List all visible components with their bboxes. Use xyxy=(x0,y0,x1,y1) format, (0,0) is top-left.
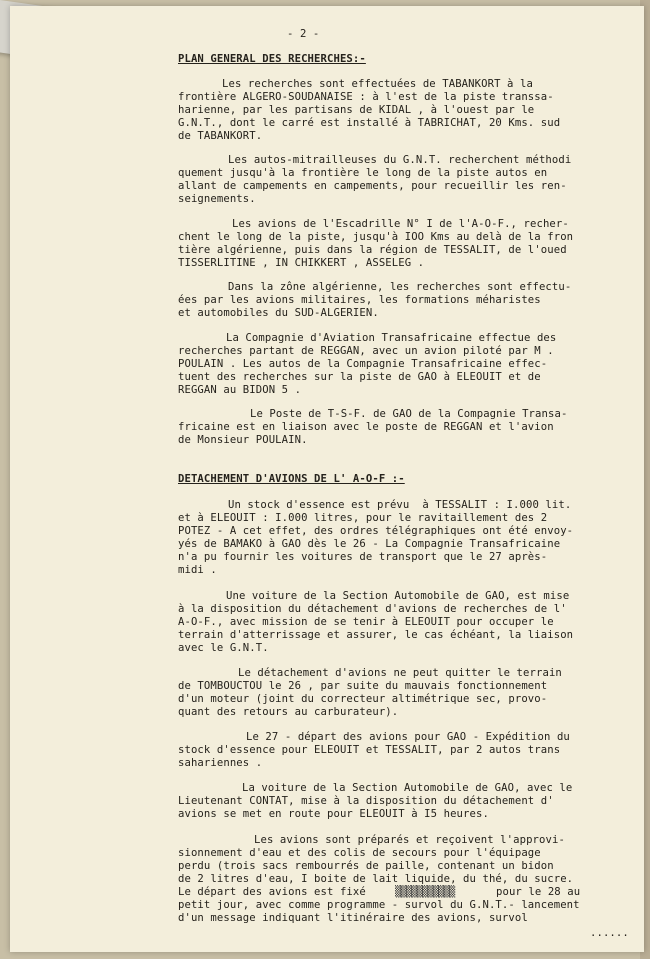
text-line: Dans la zône algérienne, les recherches sont effectu- xyxy=(228,281,572,293)
text-line: La voiture de la Section Automobile de GAO, avec le xyxy=(242,782,573,794)
text-line: et automobiles du SUD-ALGERIEN. xyxy=(178,307,379,319)
text-line: tuent des recherches sur la piste de GAO à ELEOUIT et de xyxy=(178,371,541,383)
text-line: pour le 28 au xyxy=(496,886,581,898)
text-line: recherches partant de REGGAN, avec un avion piloté par M . xyxy=(178,345,554,357)
text-line: REGGAN au BIDON 5 . xyxy=(178,384,302,396)
text-line: stock d'essence pour ELEOUIT et TESSALIT, par 2 autos trans xyxy=(178,744,561,756)
text-line: yés de BAMAKO à GAO dès le 26 - La Compagnie Transafricaine xyxy=(178,538,561,550)
text-line: avions se met en route pour ELEOUIT à I5 heures. xyxy=(178,808,489,820)
text-line: allant de campements en campements, pour recueillir les ren- xyxy=(178,180,567,192)
text-line: Le détachement d'avions ne peut quitter le terrain xyxy=(238,667,562,679)
text-line: d'un message indiquant l'itinéraire des avions, survol xyxy=(178,912,528,924)
text-line: quant des retours au carburateur). xyxy=(178,706,399,718)
text-line: seignements. xyxy=(178,193,256,205)
text-line: de Monsieur POULAIN. xyxy=(178,434,308,446)
section-heading-detachement: DETACHEMENT D'AVIONS DE L' A-O-F :- xyxy=(178,473,405,485)
text-line: midi . xyxy=(178,564,217,576)
text-line: Les avions de l'Escadrille N° I de l'A-O-F., recher- xyxy=(232,218,569,230)
struck-out-text: ▒▒▒▒▒▒▒▒▒▒▒ xyxy=(395,886,455,898)
text-line: Le départ des avions est fixé xyxy=(178,886,366,898)
text-line: sahariennes . xyxy=(178,757,263,769)
text-line: fricaine est en liaison avec le poste de REGGAN et l'avion xyxy=(178,421,554,433)
text-line: POTEZ - A cet effet, des ordres télégraphiques ont été envoy- xyxy=(178,525,574,537)
text-line: chent le long de la piste, jusqu'à IOO Kms au delà de la fron xyxy=(178,231,574,243)
text-line: et à ELEOUIT : I.000 litres, pour le ravitaillement des 2 xyxy=(178,512,548,524)
section-heading-plan: PLAN GENERAL DES RECHERCHES:- xyxy=(178,53,366,65)
text-line: A-O-F., avec mission de se tenir à ELEOUIT pour occuper le xyxy=(178,616,554,628)
text-line: Un stock d'essence est prévu à TESSALIT : I.000 lit. xyxy=(228,499,572,511)
text-line: n'a pu fournir les voitures de transport que le 27 après- xyxy=(178,551,548,563)
text-line: POULAIN . Les autos de la Compagnie Transafricaine effec- xyxy=(178,358,548,370)
text-line: de TABANKORT. xyxy=(178,130,263,142)
text-line: harienne, par les partisans de KIDAL , à l'ouest par le xyxy=(178,104,535,116)
text-line: petit jour, avec comme programme - survol du G.N.T.- lancement xyxy=(178,899,580,911)
text-line: Les recherches sont effectuées de TABANKORT à la xyxy=(222,78,533,90)
text-line: Lieutenant CONTAT, mise à la disposition du détachement d' xyxy=(178,795,554,807)
document-body xyxy=(10,6,644,952)
continuation-dots: ...... xyxy=(590,927,629,939)
text-line: de 2 litres d'eau, I boite de lait liquide, du thé, du sucre. xyxy=(178,873,574,885)
text-line: à la disposition du détachement d'avions de recherches de l' xyxy=(178,603,567,615)
text-line: La Compagnie d'Aviation Transafricaine effectue des xyxy=(226,332,557,344)
text-line: terrain d'atterrissage et assurer, le cas échéant, la liaison xyxy=(178,629,574,641)
page-number: - 2 - xyxy=(287,28,320,40)
text-line: d'un moteur (joint du correcteur altimétrique sec, provo- xyxy=(178,693,548,705)
text-line: ées par les avions militaires, les formations méharistes xyxy=(178,294,541,306)
text-line: Une voiture de la Section Automobile de GAO, est mise xyxy=(226,590,570,602)
text-line: tière algérienne, puis dans la région de TESSALIT, de l'oued xyxy=(178,244,567,256)
text-line: Les autos-mitrailleuses du G.N.T. recherchent méthodi xyxy=(228,154,572,166)
text-line: quement jusqu'à la frontière le long de la piste autos en xyxy=(178,167,548,179)
text-line: G.N.T., dont le carré est installé à TABRICHAT, 20 Kms. sud xyxy=(178,117,561,129)
text-line: Les avions sont préparés et reçoivent l'approvi- xyxy=(254,834,565,846)
typewritten-page xyxy=(10,6,644,952)
text-line: de TOMBOUCTOU le 26 , par suite du mauvais fonctionnement xyxy=(178,680,548,692)
text-line: frontière ALGERO-SOUDANAISE : à l'est de la piste transsa- xyxy=(178,91,554,103)
text-line: Le 27 - départ des avions pour GAO - Expédition du xyxy=(246,731,570,743)
text-line: sionnement d'eau et des colis de secours pour l'équipage xyxy=(178,847,541,859)
text-line: perdu (trois sacs rembourrés de paille, contenant un bidon xyxy=(178,860,554,872)
text-line: Le Poste de T-S-F. de GAO de la Compagnie Transa- xyxy=(250,408,568,420)
text-line: avec le G.N.T. xyxy=(178,642,269,654)
text-line: TISSERLITINE , IN CHIKKERT , ASSELEG . xyxy=(178,257,425,269)
